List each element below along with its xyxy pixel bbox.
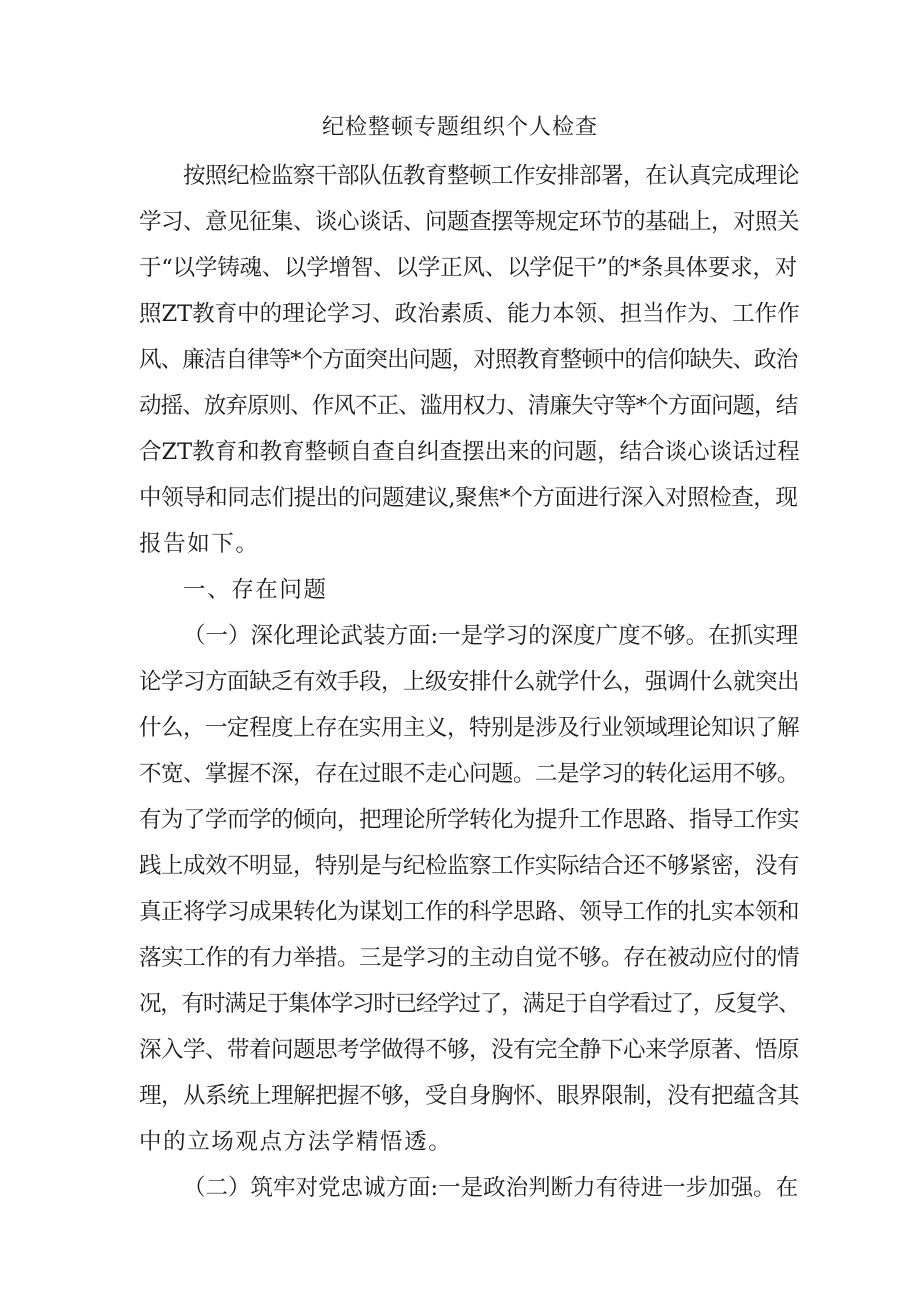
paragraph-line: 动摇、放弃原则、作风不正、滥用权力、清廉失守等*个方面问题，结 [139, 393, 798, 419]
paragraph-line: 况，有时满足于集体学习时已经学过了，满足于自学看过了，反复学、 [139, 991, 800, 1017]
paragraph-line: 风、廉洁自律等*个方面突出问题，对照教育整顿中的信仰缺失、政治 [139, 347, 798, 373]
paragraph-line: 真正将学习成果转化为谋划工作的科学思路、领导工作的扎实本领和 [139, 899, 800, 925]
paragraph-line: 学习、意见征集、谈心谈话、问题查摆等规定环节的基础上，对照关 [139, 209, 800, 235]
paragraph-line: 照ZT教育中的理论学习、政治素质、能力本领、担当作为、工作作 [139, 301, 800, 327]
paragraph-line: 按照纪检监察干部队伍教育整顿工作安排部署，在认真完成理论 [183, 163, 800, 189]
document-title: 纪检整顿专题组织个人检查 [321, 115, 598, 140]
paragraph-line: 什么，一定程度上存在实用主义，特别是涉及行业领域理论知识了解 [139, 715, 800, 741]
paragraph-line: 论学习方面缺乏有效手段，上级安排什么就学什么，强调什么就突出 [139, 669, 800, 695]
paragraph-line: 落实工作的有力举措。三是学习的主动自觉不够。存在被动应付的情 [139, 945, 800, 971]
paragraph-line: 报告如下。 [139, 531, 260, 557]
paragraph-line: 有为了学而学的倾向，把理论所学转化为提升工作思路、指导工作实 [139, 807, 800, 833]
section-heading: 一、存在问题 [183, 577, 328, 603]
paragraph-line: （二）筑牢对党忠诚方面:一是政治判断力有待进一步加强。在 [183, 1175, 799, 1201]
paragraph-line: 践上成效不明显，特别是与纪检监察工作实际结合还不够紧密，没有 [139, 853, 800, 879]
paragraph-line: 理，从系统上理解把握不够，受自身胸怀、眼界限制，没有把蕴含其 [139, 1083, 800, 1109]
paragraph-line: 于“以学铸魂、以学增智、以学正风、以学促干”的*条具体要求，对 [139, 255, 798, 281]
paragraph-line: （一）深化理论武装方面:一是学习的深度广度不够。在抓实理 [183, 623, 799, 649]
paragraph-line: 中领导和同志们提出的问题建议,聚焦*个方面进行深入对照检查，现 [139, 485, 798, 511]
paragraph-line: 不宽、掌握不深，存在过眼不走心问题。二是学习的转化运用不够。 [139, 761, 800, 787]
paragraph-line: 中的立场观点方法学精悟透。 [139, 1129, 453, 1155]
paragraph-line: 合ZT教育和教育整顿自查自纠查摆出来的问题，结合谈心谈话过程 [139, 439, 800, 465]
paragraph-line: 深入学、带着问题思考学做得不够，没有完全静下心来学原著、悟原 [139, 1037, 800, 1063]
